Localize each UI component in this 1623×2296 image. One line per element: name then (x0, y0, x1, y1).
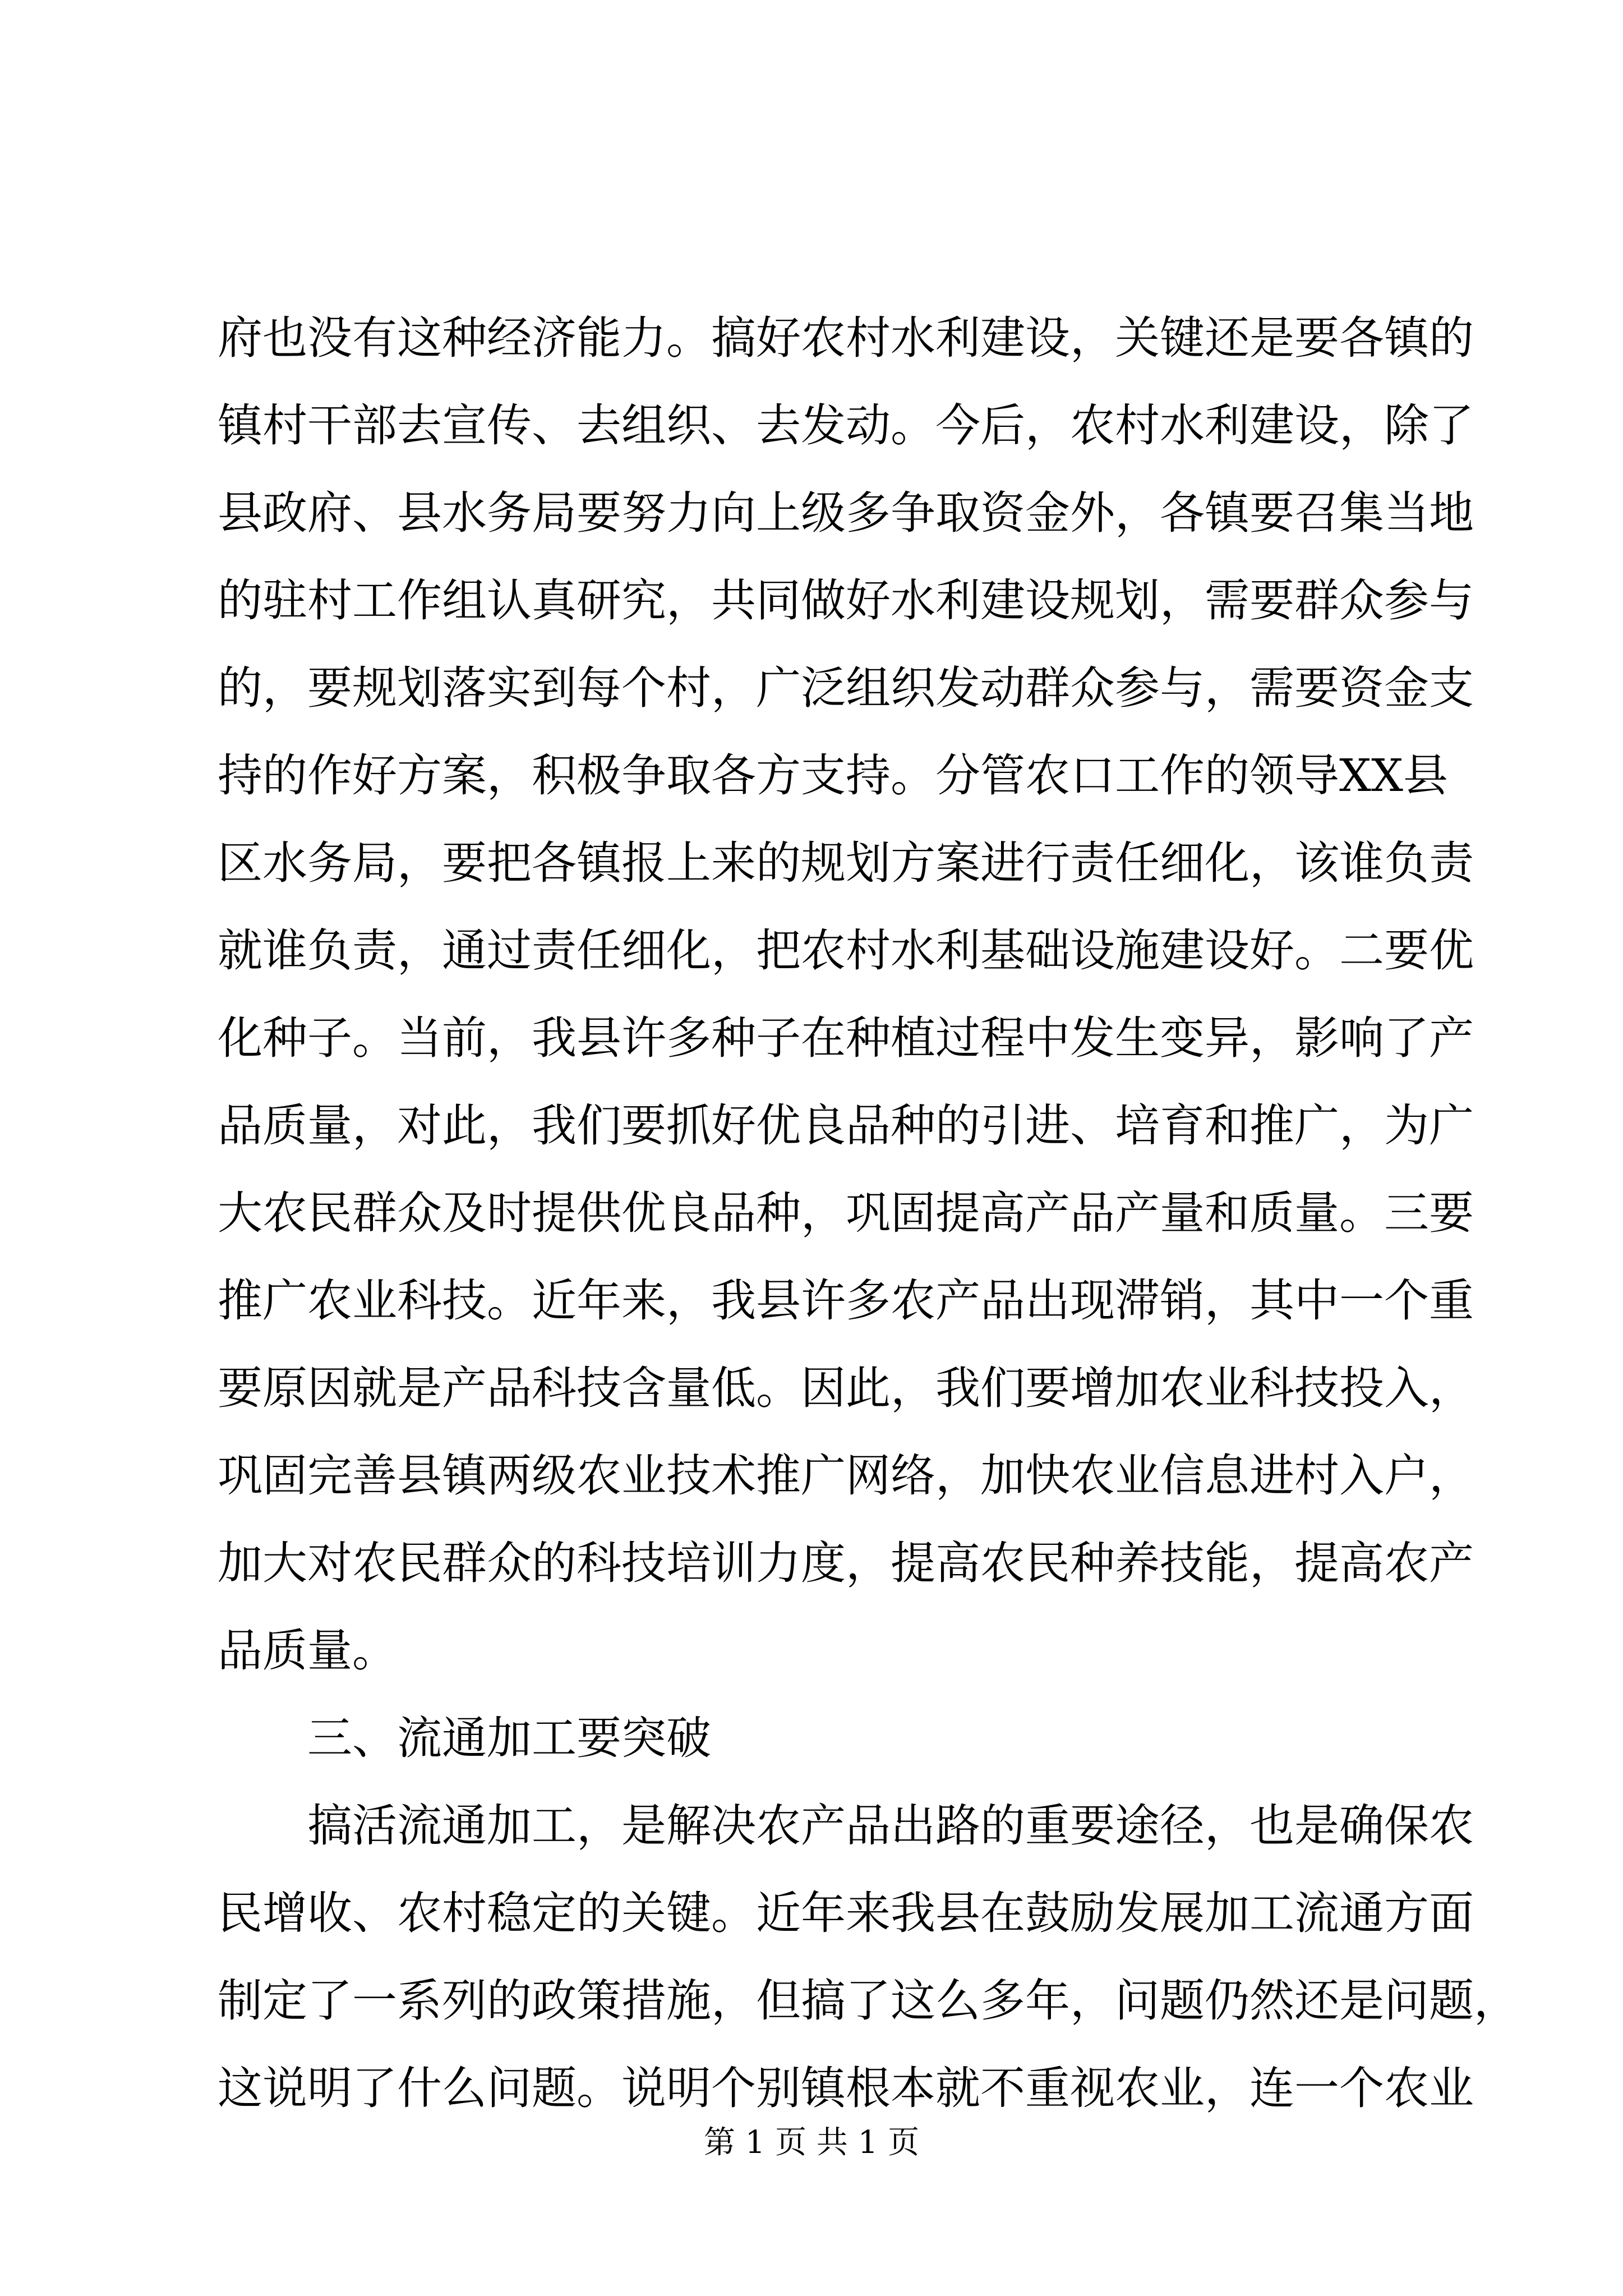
paragraph-line: 府也没有这种经济能力。搞好农村水利建设，关键还是要各镇的 (218, 312, 1474, 364)
paragraph-line: 搞活流通加工，是解决农产品出路的重要途径，也是确保农 (307, 1800, 1474, 1852)
paragraph-line: 巩固完善县镇两级农业技术推广网络，加快农业信息进村入户， (218, 1450, 1474, 1502)
paragraph-line: 大农民群众及时提供优良品种，巩固提高产品产量和质量。三要 (218, 1187, 1474, 1239)
paragraph-line: 品质量，对此，我们要抓好优良品种的引进、培育和推广，为广 (218, 1099, 1474, 1152)
page-footer: 第 1 页 共 1 页 (703, 2124, 920, 2161)
paragraph-line: 制定了一系列的政策措施，但搞了这么多年，问题仍然还是问题， (218, 1975, 1519, 2027)
section-heading: 三、流通加工要突破 (307, 1712, 711, 1764)
paragraph-line: 要原因就是产品科技含量低。因此，我们要增加农业科技投入， (218, 1362, 1474, 1414)
paragraph-line: 的，要规划落实到每个村，广泛组织发动群众参与，需要资金支 (218, 662, 1474, 714)
paragraph-line: 县政府、县水务局要努力向上级多争取资金外，各镇要召集当地 (218, 487, 1474, 539)
paragraph-line: 区水务局，要把各镇报上来的规划方案进行责任细化，该谁负责 (218, 837, 1474, 889)
paragraph-line: 就谁负责，通过责任细化，把农村水利基础设施建设好。二要优 (218, 924, 1474, 977)
paragraph-line: 品质量。 (218, 1625, 397, 1677)
paragraph-line: 推广农业科技。近年来，我县许多农产品出现滞销，其中一个重 (218, 1274, 1474, 1327)
paragraph-line: 持的作好方案，积极争取各方支持。分管农口工作的领导XX县 (218, 749, 1448, 802)
paragraph-line: 这说明了什么问题。说明个别镇根本就不重视农业，连一个农业 (218, 2062, 1474, 2114)
paragraph-line: 的驻村工作组认真研究，共同做好水利建设规划，需要群众参与 (218, 574, 1474, 627)
paragraph-line: 镇村干部去宣传、去组织、去发动。今后，农村水利建设，除了 (218, 399, 1474, 452)
paragraph-line: 民增收、农村稳定的关键。近年来我县在鼓励发展加工流通方面 (218, 1887, 1474, 1939)
paragraph-line: 化种子。当前，我县许多种子在种植过程中发生变异，影响了产 (218, 1012, 1474, 1064)
paragraph-line: 加大对农民群众的科技培训力度，提高农民种养技能，提高农产 (218, 1537, 1474, 1589)
document-body (218, 295, 1519, 2132)
